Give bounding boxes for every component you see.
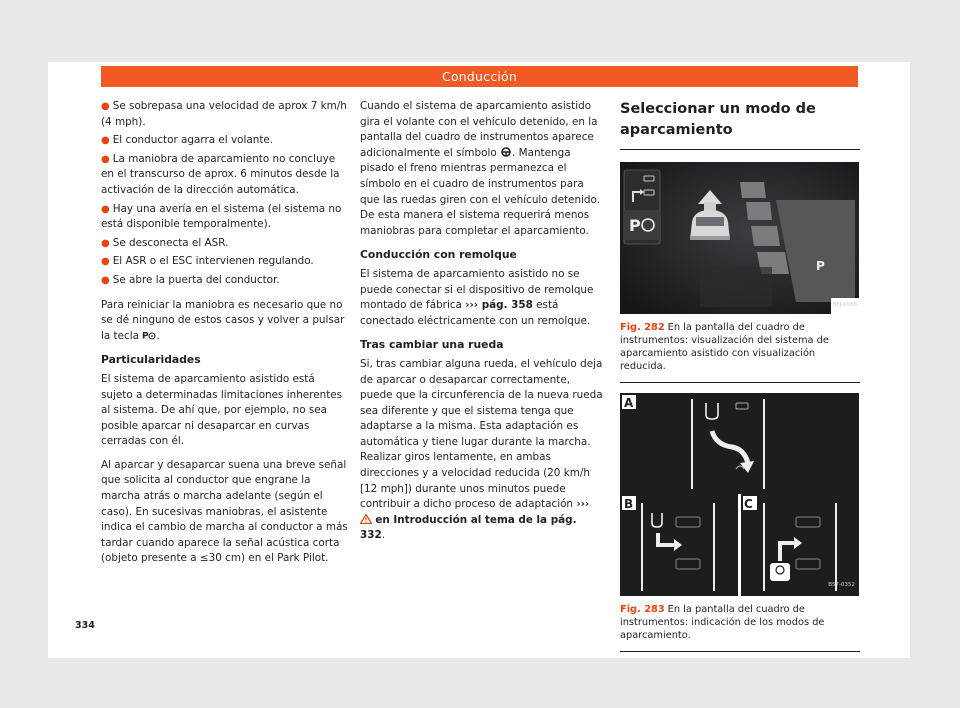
paragraph: El sistema de aparcamiento asistido está sujeto a determinadas limitaciones inherentes al sistema. De ahí que, por ejemplo, no sea posible aparcar ni desaparcar en curvas cerradas con él. xyxy=(101,372,343,448)
svg-text:P: P xyxy=(816,259,825,273)
list-item: ● La maniobra de aparcamiento no concluye en el transcurso de aprox. 6 minutos desde la activación de la dirección automática. xyxy=(101,152,340,196)
intro-reference-link[interactable]: en Introducción al tema de la pág. 332 xyxy=(360,513,577,542)
list-item: ● Se desconecta el ASR. xyxy=(101,236,229,249)
paragraph: Cuando el sistema de aparcamiento asistido gira el volante con el vehículo detenido, en la pantalla del cuadro de instrumentos aparece adicionalmente el símbolo . Mantenga pisado el freno mientras permanezca el símbolo en el cuadro de instrumentos para que las ruedas giren con el vehículo detenido. De esta manera el sistema requerirá menos maniobras para completar el aparcamiento. xyxy=(360,100,600,237)
paragraph: Si, tras cambiar alguna rueda, el vehículo deja de aparcar o desaparcar correctamente, puede que la circunferencia de la nueva rueda sea diferente y que el sistema tenga que adaptarse a la misma. Esta adaptación es automática y tiene lugar durante la marcha. Realizar giros lentamente, en ambas direcciones y a velocidad reducida (20 km/h [12 mph]) durante unos minutos puede contribuir a dicho proceso de adaptación ››› en Introducción al tema de la pág. 332. xyxy=(360,357,603,542)
bullet-icon: ● xyxy=(101,237,110,249)
list-item: ● Hay una avería en el sistema (el sistema no está disponible temporalmente). xyxy=(101,202,342,231)
steering-brake-icon xyxy=(500,147,512,157)
column-right xyxy=(620,99,860,652)
figure-283-caption: Fig. 283 En la pantalla del cuadro de instrumentos: indicación de los modos de aparcamiento. xyxy=(620,596,860,652)
section-title: Seleccionar un modo de aparcamiento xyxy=(620,99,860,150)
svg-text:B: B xyxy=(624,497,634,511)
paragraph: El sistema de aparcamiento asistido no se puede conectar si el dispositivo de remolque montado de fábrica ››› pág. 358 está conectado eléctricamente con un remolque. xyxy=(360,267,594,327)
chapter-header: Conducción xyxy=(101,66,858,87)
subheading-remolque: Conducción con remolque xyxy=(360,248,517,262)
park-assist-button-icon xyxy=(142,330,156,340)
figure-code: B57-0352 xyxy=(828,582,855,589)
subheading-particularidades: Particularidades xyxy=(101,353,201,367)
bullet-icon: ● xyxy=(101,101,110,112)
page-number: 334 xyxy=(75,620,95,631)
svg-text:P: P xyxy=(142,331,149,340)
reference-arrows: ››› xyxy=(576,498,590,511)
list-item: ● Se sobrepasa una velocidad de aprox 7 km/h (4 mph). xyxy=(101,100,347,128)
bullet-icon: ● xyxy=(101,274,110,286)
list-item: ● Se abre la puerta del conductor. xyxy=(101,273,280,286)
figure-283-image xyxy=(620,393,859,596)
page-reference-link[interactable]: ››› pág. 358 xyxy=(465,299,533,312)
cluster-display-illustration xyxy=(620,162,859,314)
svg-text:A: A xyxy=(624,396,634,410)
list-item: ● El conductor agarra el volante. xyxy=(101,134,274,147)
figure-282-caption: Fig. 282 En la pantalla del cuadro de instrumentos: visualización del sistema de aparcamiento asistido con visualización reducida. xyxy=(620,314,860,383)
figure-code: BFJ-0068 xyxy=(831,298,859,314)
paragraph: Al aparcar y desaparcar suena una breve señal que solicita al conductor que engrane la marcha atrás o marcha adelante (según el caso). En sucesivas maniobras, el asistente indica el cambio de marcha al conductor a más tardar cuando aparece la señal acústica corta (objeto presente a ≤30 cm) en el Park Pilot. xyxy=(101,458,348,565)
svg-text:P: P xyxy=(629,216,641,235)
warning-icon xyxy=(360,514,372,524)
bullet-icon: ● xyxy=(101,256,110,268)
bullet-icon: ● xyxy=(101,153,110,165)
parking-modes-illustration xyxy=(620,393,859,596)
bullet-icon: ● xyxy=(101,203,110,215)
subheading-rueda: Tras cambiar una rueda xyxy=(360,338,504,352)
reset-paragraph: Para reiniciar la maniobra es necesario que no se dé ninguno de estos casos y volver a pulsar la tecla P . xyxy=(101,298,345,342)
list-item: ● El ASR o el ESC intervienen regulando. xyxy=(101,255,314,268)
column-left xyxy=(101,99,349,575)
figure-282-image xyxy=(620,162,859,314)
column-middle xyxy=(360,99,603,552)
svg-text:C: C xyxy=(744,497,753,511)
bullet-icon: ● xyxy=(101,135,110,147)
